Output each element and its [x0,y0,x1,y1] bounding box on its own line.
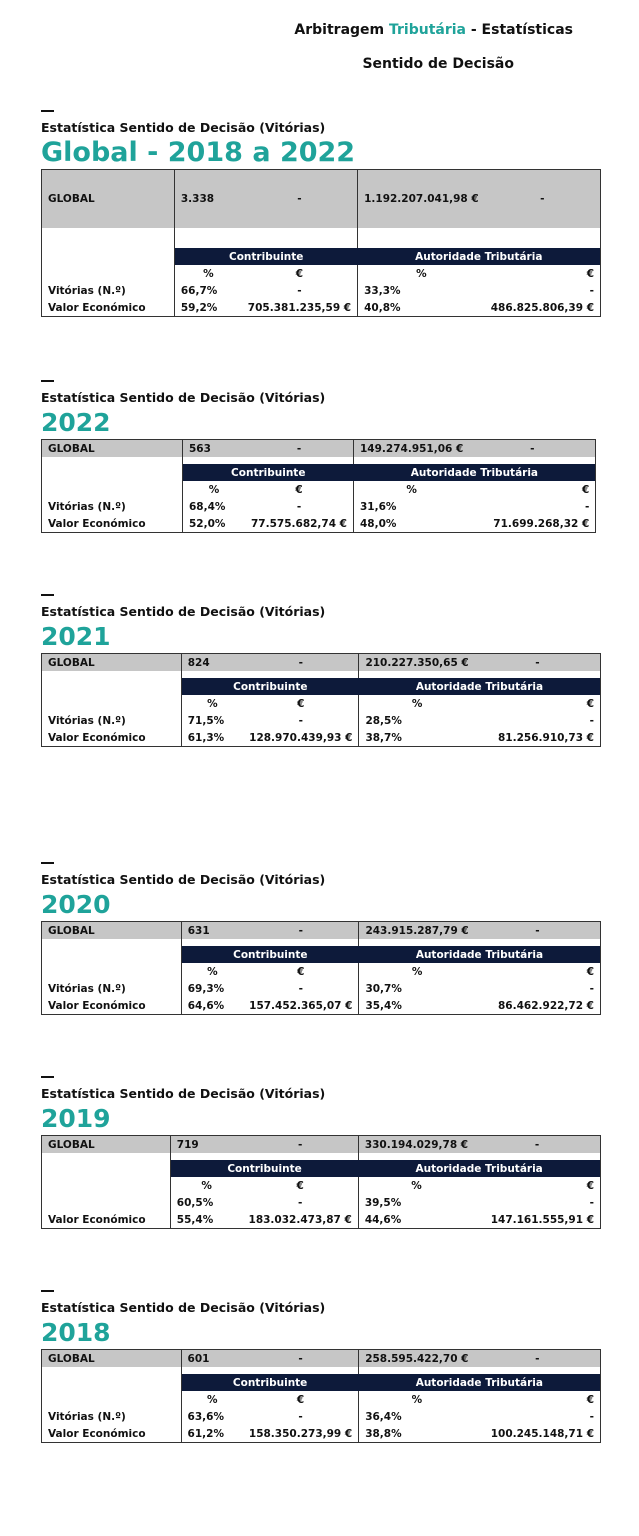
global-count-eur: - [245,440,354,458]
global-value-dash: - [475,922,601,940]
contribuinte-valor-eur: 705.381.235,59 € [242,299,358,317]
unit-eur: € [474,1391,600,1408]
contribuinte-vitorias-eur: - [298,714,303,727]
global-label: GLOBAL [42,1350,182,1368]
section-year: 2021 [41,622,111,651]
section-label: Estatística Sentido de Decisão (Vitórias) [41,872,326,887]
unit-pct: % [174,265,241,282]
section-year: Global - 2018 a 2022 [41,137,356,168]
global-value: 330.194.029,78 € [358,1136,474,1154]
global-value: 243.915.287,79 € [359,922,475,940]
global-label: GLOBAL [42,1136,171,1154]
global-label: GLOBAL [42,922,182,940]
section-divider [41,1076,54,1078]
autoridade-vitorias-pct: 31,6% [354,498,470,515]
row-label-vitorias: Vitórias (N.º) [42,498,183,515]
row-label-vitorias: Vitórias (N.º) [42,980,182,997]
contribuinte-valor-pct: 52,0% [183,515,246,533]
contribuinte-valor-pct: 59,2% [174,299,241,317]
global-value: 149.274.951,06 € [354,440,470,458]
section-label: Estatística Sentido de Decisão (Vitórias) [41,120,326,135]
autoridade-valor-eur: 81.256.910,73 € [475,729,601,747]
unit-eur: € [485,265,601,282]
section-label: Estatística Sentido de Decisão (Vitórias) [41,1086,326,1101]
valor-row [42,515,596,533]
contribuinte-valor-eur: 77.575.682,74 € [245,515,354,533]
contribuinte-valor-pct: 64,6% [181,997,243,1015]
autoridade-vitorias-eur: - [475,712,601,729]
contribuinte-valor-eur: 183.032.473,87 € [243,1211,359,1229]
global-count: 719 [170,1136,242,1154]
unit-row [42,1177,601,1194]
unit-row [42,1391,601,1408]
autoridade-valor-pct: 40,8% [358,299,485,317]
section-divider [41,380,54,382]
party-header-row [42,248,601,265]
row-label-vitorias: Vitórias (N.º) [42,1408,182,1425]
unit-eur: € [474,1177,600,1194]
vitorias-row [42,282,601,299]
party-header-row [42,678,601,695]
contribuinte-valor-eur: 128.970.439,93 € [243,729,359,747]
vitorias-row [42,498,596,515]
page-subtitle: Sentido de Decisão [362,56,514,72]
unit-pct: % [181,1391,243,1408]
section-year: 2018 [41,1318,111,1347]
stats-table [41,1349,601,1443]
section-divider [41,1290,54,1292]
global-row [42,654,601,672]
section-year: 2022 [41,408,111,437]
unit-pct: % [354,481,470,498]
contribuinte-header: Contribuinte [183,464,354,481]
contribuinte-valor-eur: 157.452.365,07 € [243,997,359,1015]
global-count: 631 [181,922,243,940]
global-count-eur: - [243,1350,359,1368]
vitorias-row [42,1194,601,1211]
contribuinte-header: Contribuinte [181,678,359,695]
vitorias-row [42,712,601,729]
autoridade-vitorias-eur: - [469,498,596,515]
contribuinte-vitorias-eur: - [296,500,302,513]
section-label: Estatística Sentido de Decisão (Vitórias) [41,604,326,619]
global-label: GLOBAL [42,170,175,229]
global-count: 3.338 [174,170,241,229]
party-header-row [42,464,596,481]
contribuinte-vitorias-eur: - [298,982,303,995]
contribuinte-vitorias-pct: 60,5% [170,1194,242,1211]
global-count-eur: - [242,170,358,229]
contribuinte-vitorias-pct: 69,3% [181,980,243,997]
unit-pct: % [358,265,485,282]
autoridade-valor-pct: 48,0% [354,515,470,533]
contribuinte-header: Contribuinte [181,946,359,963]
stats-section-2 [41,594,601,747]
global-row [42,1136,601,1154]
autoridade-valor-pct: 38,8% [359,1425,475,1443]
global-row [42,440,596,458]
stats-section-5 [41,1290,601,1443]
vitorias-row [42,1408,601,1425]
row-label-valor: Valor Económico [42,997,182,1015]
unit-row [42,695,601,712]
global-value-dash: - [485,170,601,229]
global-count: 601 [181,1350,243,1368]
section-label: Estatística Sentido de Decisão (Vitórias) [41,390,326,405]
stats-table [41,439,596,533]
row-label-valor: Valor Económico [42,729,182,747]
autoridade-vitorias-pct: 30,7% [359,980,475,997]
contribuinte-vitorias-eur: - [298,1410,303,1423]
autoridade-vitorias-pct: 28,5% [359,712,475,729]
contribuinte-header: Contribuinte [174,248,357,265]
global-value-dash: - [474,1136,600,1154]
unit-pct: % [359,695,475,712]
valor-row [42,1425,601,1443]
section-divider [41,594,54,596]
contribuinte-vitorias-pct: 63,6% [181,1408,243,1425]
unit-pct: % [181,963,243,980]
global-value: 210.227.350,65 € [359,654,475,672]
party-header-row [42,1160,601,1177]
section-divider [41,862,54,864]
global-value-dash: - [475,654,601,672]
global-label: GLOBAL [42,440,183,458]
contribuinte-valor-pct: 55,4% [170,1211,242,1229]
autoridade-header: Autoridade Tributária [359,1374,601,1391]
row-label-valor: Valor Económico [42,1425,182,1443]
party-header-row [42,946,601,963]
valor-row [42,1211,601,1229]
section-divider [41,110,54,112]
global-value-dash: - [469,440,596,458]
party-header-row [42,1374,601,1391]
autoridade-valor-pct: 38,7% [359,729,475,747]
unit-eur: € [296,1179,304,1192]
unit-row [42,963,601,980]
contribuinte-vitorias-eur: - [297,284,302,297]
autoridade-header: Autoridade Tributária [354,464,596,481]
section-year: 2019 [41,1104,111,1133]
contribuinte-valor-pct: 61,2% [181,1425,243,1443]
global-count: 563 [183,440,246,458]
autoridade-header: Autoridade Tributária [358,1160,600,1177]
stats-table [41,1135,601,1229]
autoridade-vitorias-pct: 33,3% [358,282,485,299]
autoridade-valor-pct: 44,6% [358,1211,474,1229]
unit-pct: % [183,481,246,498]
valor-row [42,729,601,747]
page-title: Arbitragem Tributária - Estatísticas [294,22,573,38]
unit-pct: % [358,1177,474,1194]
global-count-eur: - [243,654,359,672]
autoridade-valor-pct: 35,4% [359,997,475,1015]
autoridade-vitorias-pct: 39,5% [358,1194,474,1211]
autoridade-valor-eur: 86.462.922,72 € [475,997,601,1015]
contribuinte-header: Contribuinte [181,1374,359,1391]
unit-pct: % [359,963,475,980]
row-label-vitorias: Vitórias (N.º) [42,712,182,729]
contribuinte-vitorias-pct: 66,7% [174,282,241,299]
global-count-eur: - [243,1136,359,1154]
autoridade-header: Autoridade Tributária [358,248,601,265]
global-value: 258.595.422,70 € [359,1350,475,1368]
vitorias-row [42,980,601,997]
unit-eur: € [475,963,601,980]
contribuinte-vitorias-eur: - [297,1196,303,1209]
unit-pct: % [170,1177,242,1194]
autoridade-valor-eur: 486.825.806,39 € [485,299,601,317]
autoridade-vitorias-eur: - [474,1194,600,1211]
stats-section-3 [41,862,601,1015]
stats-section-0 [41,110,601,317]
valor-row [42,997,601,1015]
autoridade-vitorias-pct: 36,4% [359,1408,475,1425]
global-count-eur: - [243,922,359,940]
valor-row [42,299,601,317]
stats-table [41,921,601,1015]
global-row [42,922,601,940]
autoridade-valor-eur: 71.699.268,32 € [469,515,596,533]
unit-eur: € [295,267,304,280]
global-count: 824 [181,654,243,672]
unit-eur: € [296,1393,305,1406]
autoridade-vitorias-eur: - [485,282,601,299]
autoridade-valor-eur: 147.161.555,91 € [474,1211,600,1229]
global-value: 1.192.207.041,98 € [358,170,485,229]
autoridade-header: Autoridade Tributária [359,678,601,695]
row-label-valor: Valor Económico [42,515,183,533]
autoridade-header: Autoridade Tributária [359,946,601,963]
autoridade-vitorias-eur: - [475,980,601,997]
unit-eur: € [475,695,601,712]
stats-table [41,169,601,317]
unit-eur: € [469,481,596,498]
global-label: GLOBAL [42,654,182,672]
row-label-vitorias: Vitórias (N.º) [42,282,175,299]
contribuinte-valor-eur: 158.350.273,99 € [243,1425,359,1443]
unit-row [42,481,596,498]
unit-pct: % [181,695,243,712]
unit-row [42,265,601,282]
contribuinte-vitorias-pct: 71,5% [181,712,243,729]
row-label-valor: Valor Económico [42,299,175,317]
unit-eur: € [297,965,305,978]
unit-eur: € [295,483,303,496]
autoridade-valor-eur: 100.245.148,71 € [474,1425,600,1443]
contribuinte-valor-pct: 61,3% [181,729,243,747]
stats-section-4 [41,1076,601,1229]
global-row [42,170,601,229]
global-row [42,1350,601,1368]
stats-section-1 [41,380,601,533]
contribuinte-header: Contribuinte [170,1160,358,1177]
unit-pct: % [359,1391,475,1408]
row-label-valor: Valor Económico [42,1211,171,1229]
section-year: 2020 [41,890,111,919]
unit-eur: € [297,697,305,710]
global-value-dash: - [474,1350,600,1368]
section-label: Estatística Sentido de Decisão (Vitórias) [41,1300,326,1315]
contribuinte-vitorias-pct: 68,4% [183,498,246,515]
autoridade-vitorias-eur: - [474,1408,600,1425]
stats-table [41,653,601,747]
